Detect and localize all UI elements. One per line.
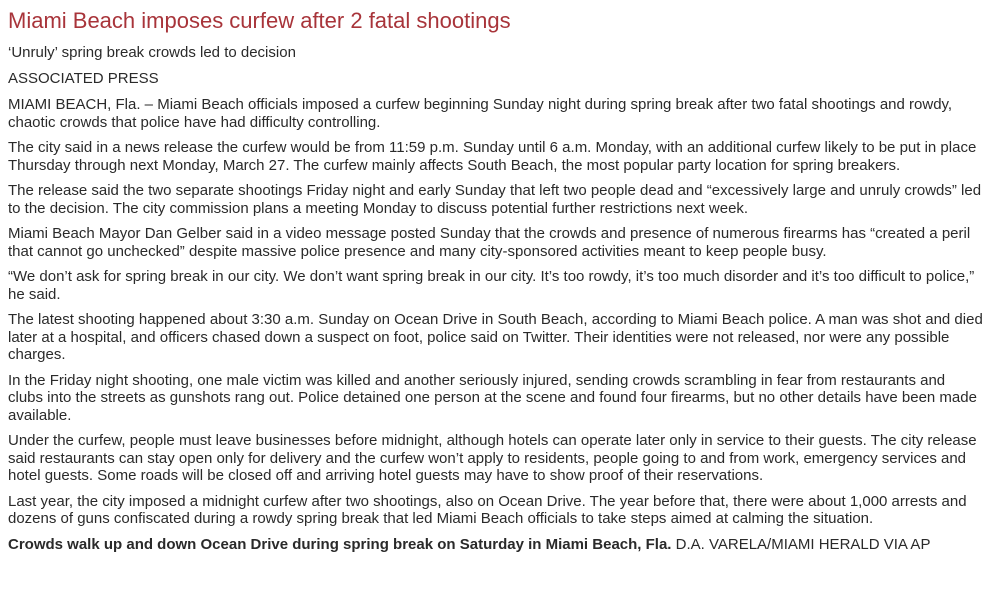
subhead: ‘Unruly’ spring break crowds led to decision <box>8 44 296 61</box>
article-paragraph: Miami Beach Mayor Dan Gelber said in a video message posted Sunday that the crowds and presence of numerous firearms has “created a peril that cannot go unchecked” despite massive police presence and many city-sponsored activities meant to keep people busy. <box>8 225 971 260</box>
article-paragraph: In the Friday night shooting, one male victim was killed and another seriously injured, sending crowds scrambling in fear from restaurants and clubs into the streets as gunshots rang out. Police detained one person at the scene and found four firearms, but no other details have been made available. <box>8 371 977 424</box>
article-paragraph: The release said the two separate shootings Friday night and early Sunday that left two people dead and “excessively large and unruly crowds” led to the decision. The city commission plans a meeting Monday to discuss potential further restrictions next week. <box>8 182 982 217</box>
byline: ASSOCIATED PRESS <box>8 70 159 87</box>
photo-credit: D.A. VARELA/MIAMI HERALD VIA AP <box>675 535 931 553</box>
article-paragraph: The latest shooting happened about 3:30 a.m. Sunday on Ocean Drive in South Beach, according to Miami Beach police. A man was shot and died later at a hospital, and officers chased down a suspect on foot, police said on Twitter. Their identities were not released, nor were any possible charges. <box>8 311 983 363</box>
headline: Miami Beach imposes curfew after 2 fatal shootings <box>8 8 511 33</box>
article <box>8 8 983 553</box>
article-paragraph: Last year, the city imposed a midnight curfew after two shootings, also on Ocean Drive. The year before that, there were about 1,000 arrests and dozens of guns confiscated during a rowdy spring break that led Miami Beach officials to take steps aimed at calming the situation. <box>8 492 967 527</box>
photo-caption: Crowds walk up and down Ocean Drive during spring break on Saturday in Miami Beach, Fla. <box>8 535 672 553</box>
article-paragraph: “We don’t ask for spring break in our city. We don’t want spring break in our city. It’s too rowdy, it’s too much disorder and it’s too difficult to police,” he said. <box>8 268 975 303</box>
article-paragraph: Under the curfew, people must leave businesses before midnight, although hotels can operate later only in service to their guests. The city release said restaurants can stay open only for delivery and the curfew won’t apply to residents, people going to and from work, emergency services and hotel guests. Some roads will be closed off and arriving hotel guests may have to show proof of their reservations. <box>8 432 977 484</box>
article-paragraph: The city said in a news release the curfew would be from 11:59 p.m. Sunday until 6 a.m. Monday, with an additional curfew likely to be put in place Thursday through next Monday, March 27. The curfew mainly affects South Beach, the most popular party location for spring breakers. <box>8 139 977 174</box>
photo-caption-block <box>8 536 983 554</box>
article-paragraph: MIAMI BEACH, Fla. – Miami Beach officials imposed a curfew beginning Sunday night during spring break after two fatal shootings and rowdy, chaotic crowds that police have had difficulty controlling. <box>8 96 953 131</box>
